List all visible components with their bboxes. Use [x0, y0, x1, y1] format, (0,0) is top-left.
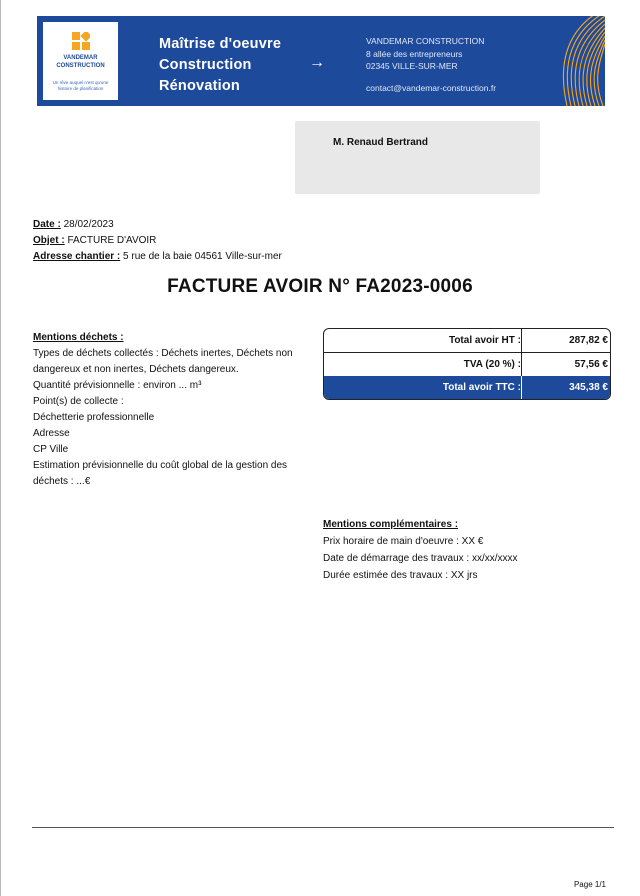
company-address: [366, 35, 484, 73]
total-ht-row: [324, 329, 610, 353]
total-ttc-label: Total avoir TTC :: [442, 382, 521, 393]
object-label: Objet :: [33, 235, 65, 246]
waste-line: Adresse: [33, 428, 70, 439]
recipient-name: M. Renaud Bertrand: [333, 137, 429, 148]
total-ttc-value: 345,38 €: [569, 382, 608, 393]
total-ht-label: Total avoir HT :: [448, 335, 521, 346]
waste-line: Point(s) de collecte :: [33, 396, 124, 407]
tva-value: 57,56 €: [574, 359, 608, 370]
complementary-heading: Mentions complémentaires :: [323, 519, 459, 530]
header-banner: [37, 16, 605, 106]
waste-heading: Mentions déchets :: [33, 332, 124, 343]
recipient-box: [295, 121, 540, 194]
object-value: FACTURE D'AVOIR: [67, 235, 157, 246]
arrow-right-icon: →: [309, 54, 325, 71]
waste-line: CP Ville: [33, 444, 69, 455]
site-row: [33, 249, 282, 265]
company-logo: [43, 22, 118, 100]
tva-label: TVA (20 %) :: [463, 359, 521, 370]
site-value: 5 rue de la baie 04561 Ville-sur-mer: [123, 251, 282, 262]
total-ht-value: 287,82 €: [569, 335, 608, 346]
object-row: [33, 233, 282, 249]
decorative-waves-icon: [545, 16, 605, 106]
total-ttc-row: [324, 376, 610, 399]
complementary-line: Date de démarrage des travaux : xx/xx/xxxx: [323, 553, 518, 564]
date-value: 28/02/2023: [63, 219, 114, 230]
waste-line: Déchetterie professionnelle: [33, 412, 155, 423]
waste-line: Estimation prévisionnelle du coût global de la gestion des déchets : ...€: [33, 460, 288, 487]
contact-email[interactable]: contact@vandemar-construction.fr: [366, 83, 497, 93]
totals-table: [323, 328, 611, 400]
waste-mentions: [33, 330, 318, 490]
page-number: Page 1/1: [573, 880, 606, 889]
address-line-2: 02345 VILLE-SUR-MER: [366, 61, 458, 71]
waste-line: Types de déchets collectés : Déchets inertes, Déchets non dangereux et non inertes, Déchets dangereux.: [33, 348, 293, 375]
tva-row: [324, 353, 610, 377]
invoice-meta: [33, 217, 282, 265]
services-tagline: [159, 34, 281, 97]
complementary-line: Prix horaire de main d'oeuvre : XX €: [323, 536, 484, 547]
date-row: [33, 217, 282, 233]
complementary-mentions: [323, 516, 518, 584]
address-line-1: 8 allée des entrepreneurs: [366, 48, 463, 59]
tagline-line: Rénovation: [159, 78, 240, 94]
invoice-title: FACTURE AVOIR N° FA2023-0006: [167, 276, 473, 297]
logo-tagline: Un rêve auquel n'est qu'une histoire de planification: [52, 80, 109, 91]
page-edge: [0, 0, 1, 896]
site-label: Adresse chantier :: [33, 251, 121, 262]
footer-divider: [32, 827, 614, 828]
tagline-line: Maîtrise d'oeuvre: [159, 36, 282, 52]
logo-squares-icon: [72, 32, 90, 50]
complementary-line: Durée estimée des travaux : XX jrs: [323, 570, 478, 581]
company-name: VANDEMAR CONSTRUCTION: [366, 36, 485, 46]
date-label: Date :: [33, 219, 61, 230]
tagline-line: Construction: [159, 57, 252, 73]
waste-line: Quantité prévisionnelle : environ ... m³: [33, 380, 202, 391]
logo-company-name: VANDEMAR CONSTRUCTION: [56, 55, 105, 69]
